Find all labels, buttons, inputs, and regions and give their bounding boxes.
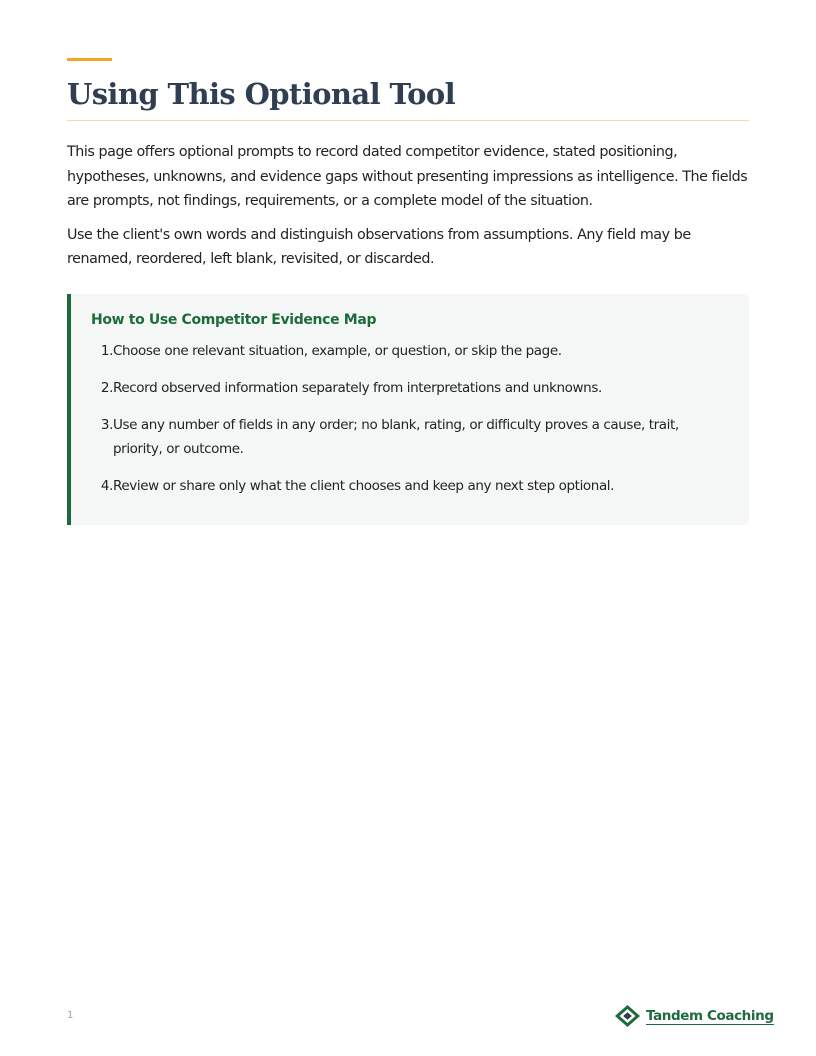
page-title: Using This Optional Tool <box>67 77 456 111</box>
intro-paragraph: Use the client's own words and distinguish observations from assumptions. Any field may be renamed, reordered, left blank, revisited, or discarded. <box>67 226 691 268</box>
steps-list <box>91 339 691 511</box>
step-text: Review or share only what the client chooses and keep any next step optional. <box>113 478 615 494</box>
step-item <box>91 339 691 363</box>
title-divider <box>67 120 749 121</box>
step-number: 3 . <box>93 413 117 437</box>
step-text: Record observed information separately from interpretations and unknowns. <box>113 380 602 396</box>
callout-title: How to Use Competitor Evidence Map <box>91 312 377 328</box>
step-text: Choose one relevant situation, example, or question, or skip the page. <box>113 343 562 359</box>
step-item <box>91 474 691 498</box>
intro-section <box>67 140 751 281</box>
brand-name: Tandem Coaching <box>646 1007 774 1024</box>
diamond-logo-icon <box>614 1004 641 1028</box>
step-number: 4 . <box>93 474 117 498</box>
intro-paragraph: This page offers optional prompts to record dated competitor evidence, stated positioning, hypotheses, unknowns, and evidence gaps without presenting impressions as intelligence. The fields are prompts, not findings, requirements, or a complete model of the situation. <box>67 144 748 210</box>
instructions-callout <box>67 294 749 525</box>
step-item <box>91 376 691 400</box>
step-number: 2 . <box>93 376 117 400</box>
brand-logo <box>614 1003 774 1029</box>
step-number: 1 . <box>93 339 117 363</box>
title-accent-bar <box>67 58 112 61</box>
step-text: Use any number of fields in any order; no blank, rating, or difficulty proves a cause, trait, priority, or outcome. <box>113 417 679 457</box>
step-item <box>91 413 691 461</box>
page-number: 1 <box>67 1010 74 1021</box>
